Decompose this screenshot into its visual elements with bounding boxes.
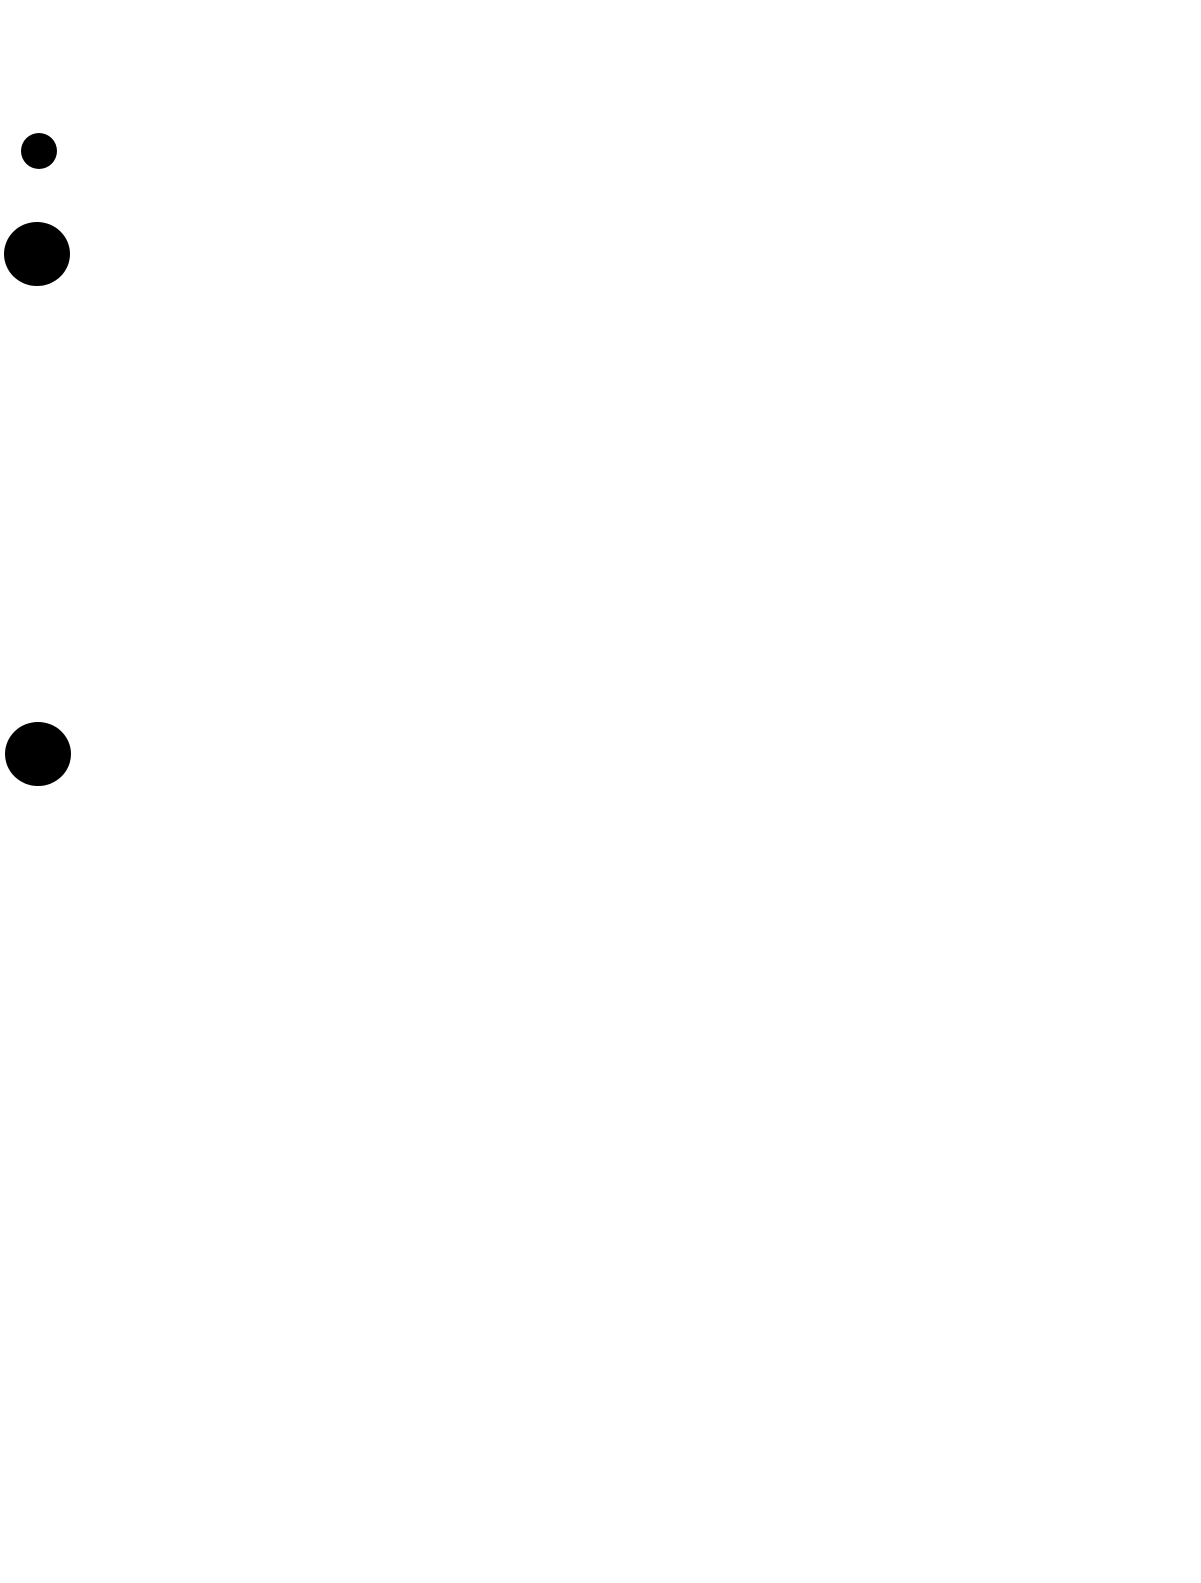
binder-hole	[4, 222, 70, 286]
binder-hole	[5, 722, 71, 786]
binder-hole	[21, 133, 57, 169]
